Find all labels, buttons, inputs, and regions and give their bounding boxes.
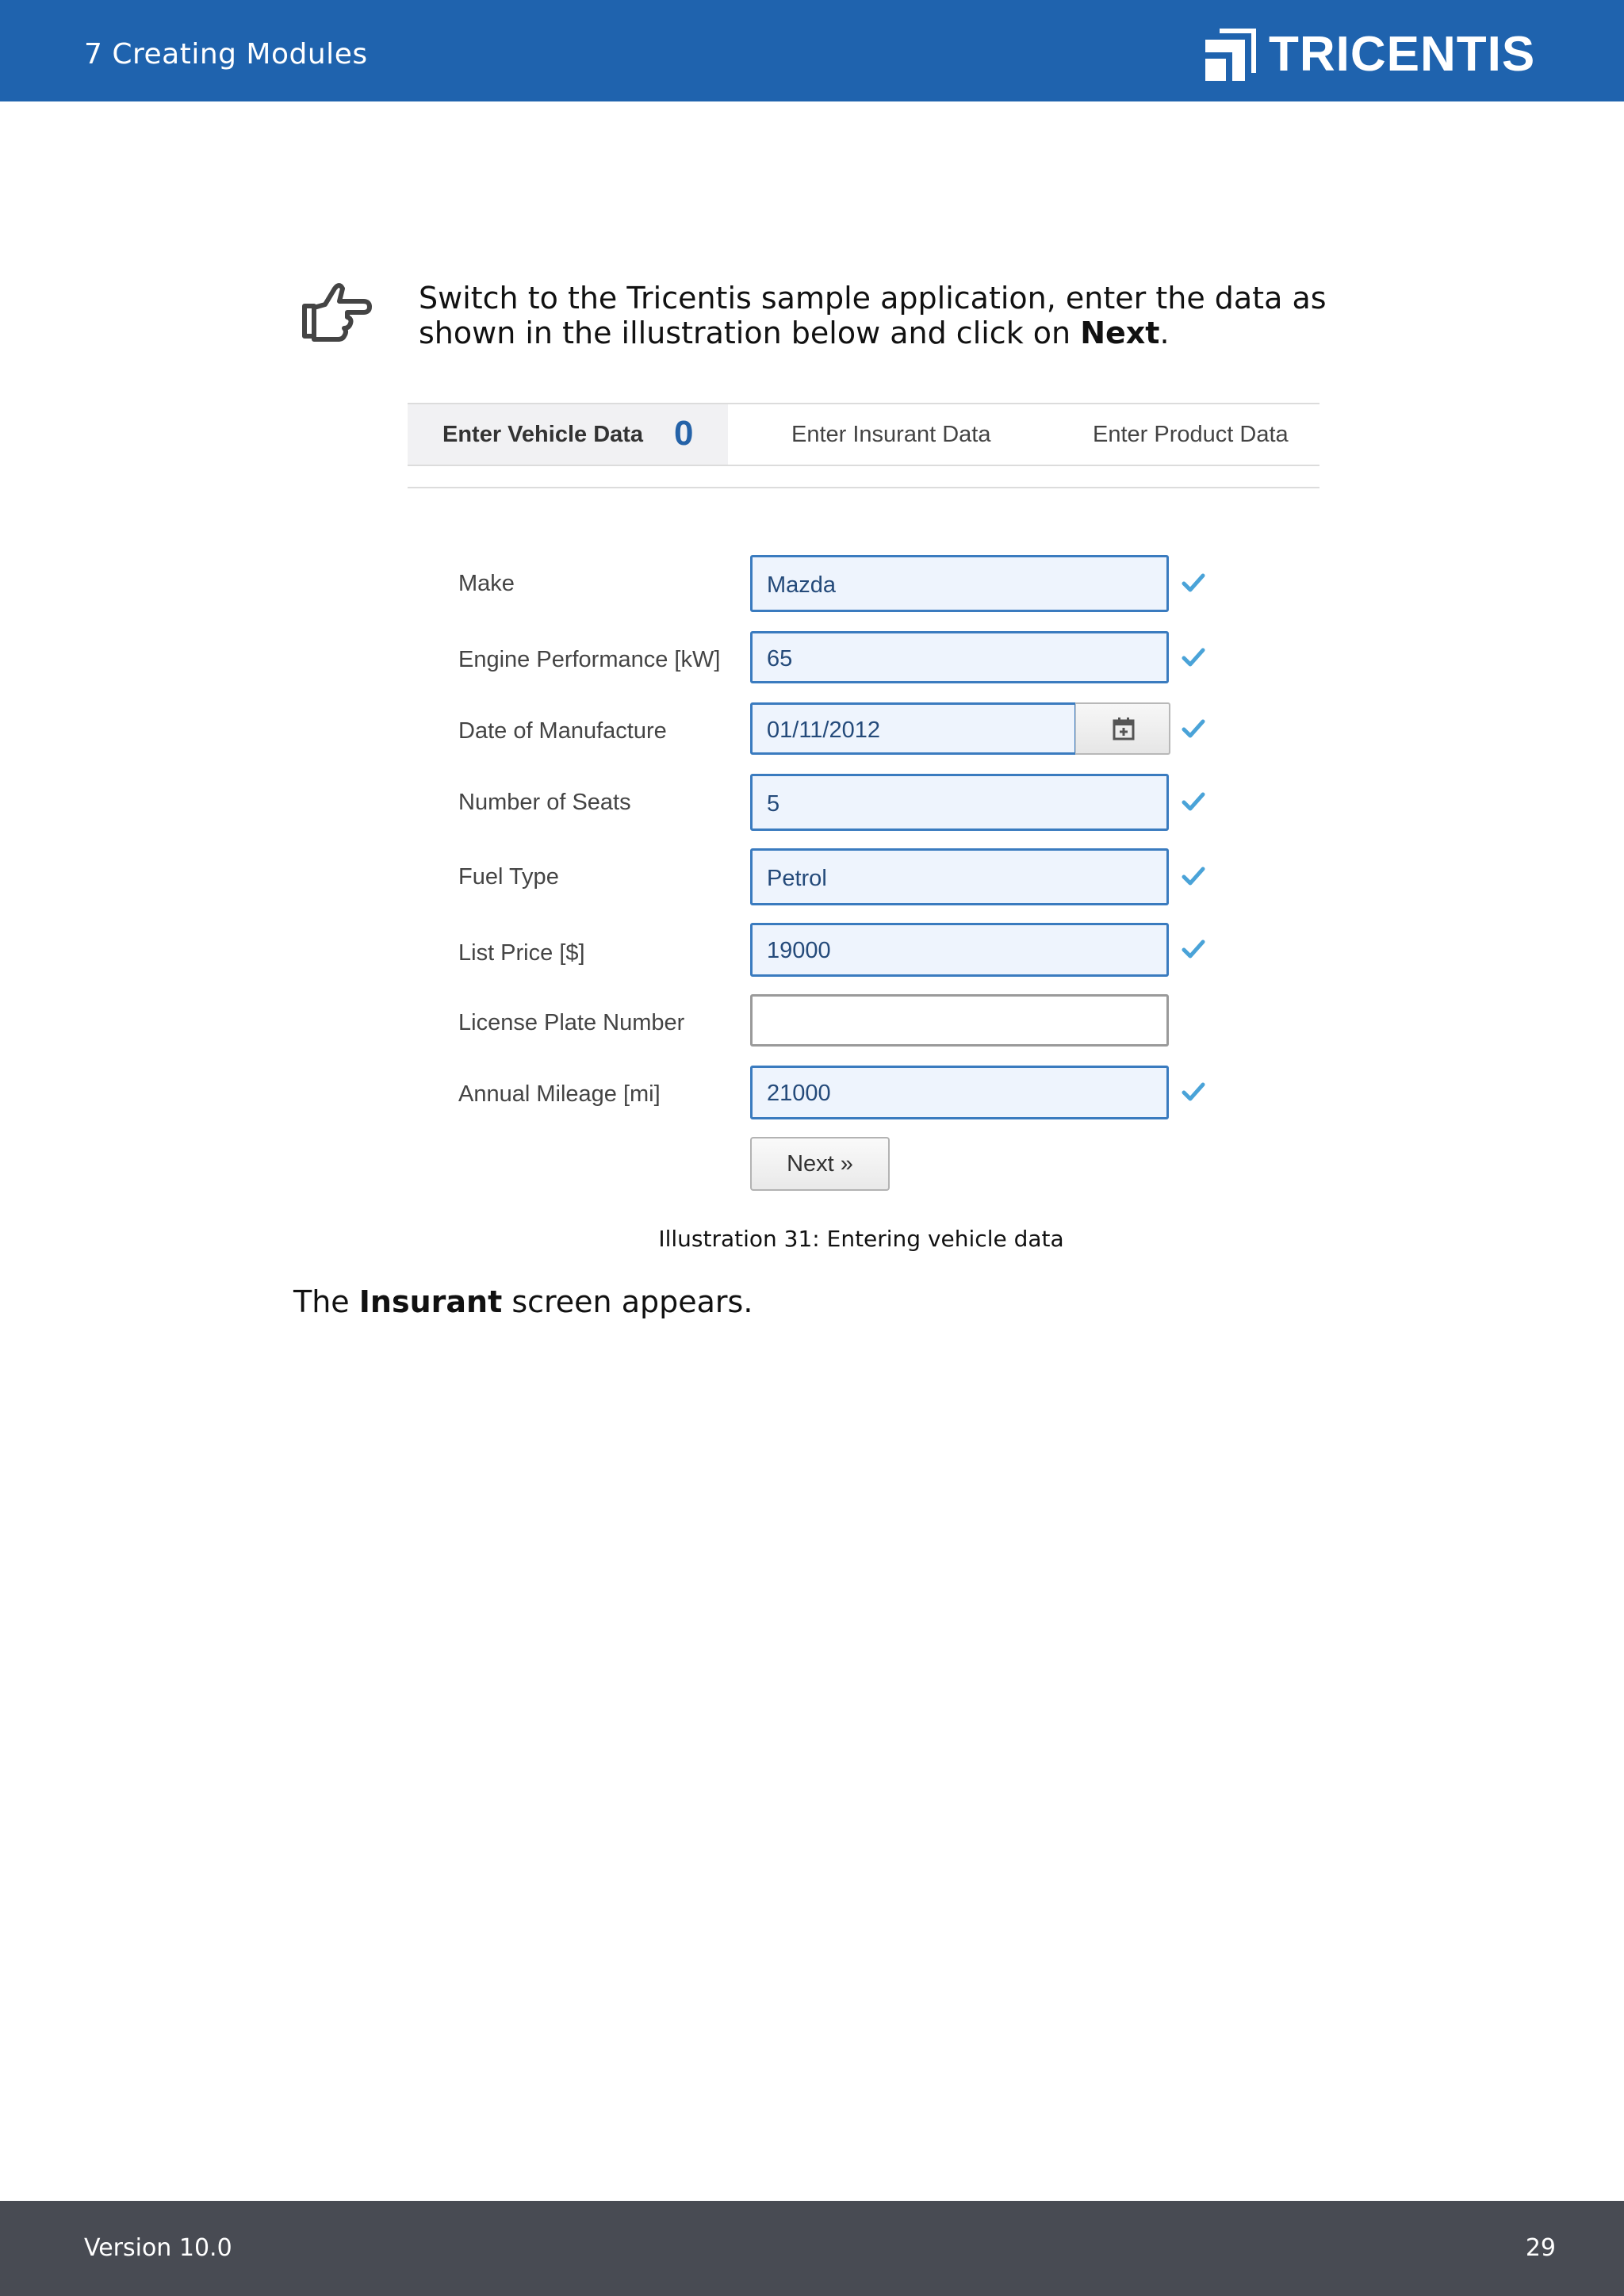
form-row-engine-performance <box>408 631 1320 688</box>
check-icon <box>1182 572 1205 593</box>
tab-enter-product-data[interactable]: Enter Product Data <box>1093 422 1289 447</box>
illustration-caption: Illustration 31: Entering vehicle data <box>658 1226 1064 1252</box>
version-label: Version 10.0 <box>84 2234 232 2262</box>
pointing-hand-icon <box>300 279 373 342</box>
tab-bar <box>408 403 1320 466</box>
tab-count-badge: 0 <box>674 414 694 453</box>
divider <box>408 487 1320 488</box>
make-select[interactable] <box>750 555 1169 612</box>
make-label: Make <box>458 571 515 596</box>
fuel-type-select[interactable] <box>750 848 1169 905</box>
page-number: 29 <box>1525 2234 1556 2262</box>
tab-enter-insurant-data[interactable]: Enter Insurant Data <box>791 422 991 447</box>
date-of-manufacture-value: 01/11/2012 <box>767 718 880 743</box>
tab-label: Enter Vehicle Data <box>442 422 644 447</box>
annual-mileage-input[interactable] <box>750 1066 1169 1119</box>
instruction-text-before: Switch to the Tricentis sample application, enter the data as shown in the illustration below and click on <box>419 281 1327 350</box>
number-of-seats-value: 5 <box>767 791 780 817</box>
license-plate-number-label: License Plate Number <box>458 1010 685 1035</box>
fuel-type-label: Fuel Type <box>458 864 559 890</box>
logo-text: TRICENTIS <box>1269 27 1536 82</box>
date-of-manufacture-label: Date of Manufacture <box>458 718 667 744</box>
number-of-seats-label: Number of Seats <box>458 790 631 815</box>
page-header <box>0 0 1624 101</box>
check-icon <box>1182 1081 1205 1102</box>
fuel-type-value: Petrol <box>767 866 827 891</box>
tab-enter-vehicle-data[interactable] <box>408 404 728 465</box>
calendar-icon <box>1113 717 1135 740</box>
engine-performance-input[interactable] <box>750 631 1169 683</box>
annual-mileage-label: Annual Mileage [mi] <box>458 1081 661 1107</box>
list-price-value: 19000 <box>767 938 831 963</box>
engine-performance-value: 65 <box>767 646 793 672</box>
instruction-text-after: . <box>1159 316 1170 350</box>
form-row-number-of-seats <box>408 774 1320 831</box>
make-value: Mazda <box>767 572 837 598</box>
date-picker-button[interactable] <box>1075 702 1170 755</box>
list-price-label: List Price [$] <box>458 940 585 966</box>
form-row-fuel-type <box>408 848 1320 905</box>
vehicle-data-form <box>408 403 1320 1196</box>
form-row-date-of-manufacture <box>408 702 1320 760</box>
engine-performance-label: Engine Performance [kW] <box>458 647 721 672</box>
chapter-title: 7 Creating Modules <box>84 38 368 71</box>
date-of-manufacture-input[interactable] <box>750 702 1077 755</box>
instruction-emphasis: Next <box>1080 316 1160 350</box>
annual-mileage-value: 21000 <box>767 1081 831 1106</box>
check-icon <box>1182 718 1205 739</box>
check-icon <box>1182 866 1205 886</box>
check-icon <box>1182 647 1205 668</box>
tricentis-logo-mark-icon <box>1205 29 1256 81</box>
form-row-annual-mileage <box>408 1066 1320 1123</box>
instruction-text <box>419 281 1402 350</box>
check-icon <box>1182 939 1205 959</box>
list-price-input[interactable] <box>750 923 1169 977</box>
tricentis-logo <box>1205 27 1535 82</box>
result-emphasis: Insurant <box>358 1284 503 1319</box>
license-plate-number-input[interactable] <box>750 994 1169 1047</box>
result-text-after: screen appears. <box>502 1284 753 1319</box>
form-row-list-price <box>408 923 1320 980</box>
result-text-before: The <box>293 1284 359 1319</box>
form-row-make <box>408 555 1320 612</box>
next-button[interactable]: Next » <box>750 1137 890 1191</box>
form-row-license-plate-number <box>408 994 1320 1051</box>
page-footer <box>0 2201 1624 2296</box>
number-of-seats-select[interactable] <box>750 774 1169 831</box>
result-text <box>293 1284 753 1319</box>
check-icon <box>1182 791 1205 812</box>
